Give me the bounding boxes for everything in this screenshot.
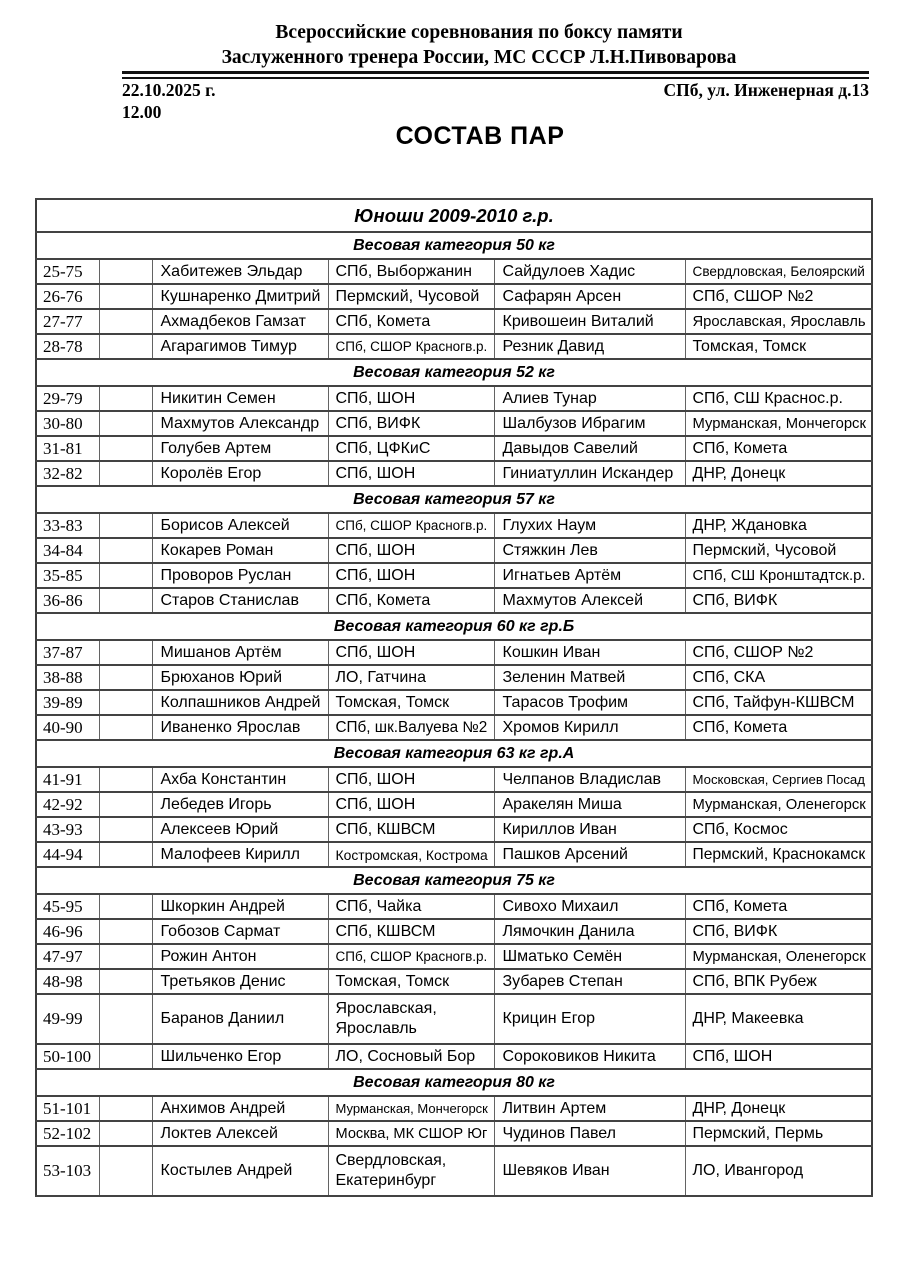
corner-mark-cell xyxy=(99,386,152,411)
pair-number-cell: 32-82 xyxy=(36,461,99,486)
red-boxer-name-cell: Агарагимов Тимур xyxy=(152,334,328,359)
pair-row xyxy=(36,894,872,919)
blue-boxer-team-cell: Мурманская, Оленегорск xyxy=(685,944,872,969)
corner-mark-cell xyxy=(99,1096,152,1121)
red-boxer-name-cell: Иваненко Ярослав xyxy=(152,715,328,740)
weight-category-row xyxy=(36,613,872,640)
blue-boxer-team-cell: СПб, Комета xyxy=(685,715,872,740)
pair-row xyxy=(36,994,872,1044)
blue-boxer-name-cell: Кириллов Иван xyxy=(494,817,685,842)
pair-row xyxy=(36,436,872,461)
weight-category-row xyxy=(36,486,872,513)
red-boxer-team-cell: Костромская, Кострома xyxy=(328,842,494,867)
corner-mark-cell xyxy=(99,1044,152,1069)
pair-row xyxy=(36,513,872,538)
pair-row xyxy=(36,665,872,690)
blue-boxer-name-cell: Кошкин Иван xyxy=(494,640,685,665)
blue-boxer-team-cell: СПб, ШОН xyxy=(685,1044,872,1069)
corner-mark-cell xyxy=(99,538,152,563)
red-boxer-team-cell: СПб, Чайка xyxy=(328,894,494,919)
age-group-row xyxy=(36,199,872,232)
red-boxer-team-cell: СПб, ЦФКиС xyxy=(328,436,494,461)
pair-number-cell: 36-86 xyxy=(36,588,99,613)
red-boxer-team-cell: СПб, Комета xyxy=(328,588,494,613)
corner-mark-cell xyxy=(99,436,152,461)
blue-boxer-name-cell: Лямочкин Данила xyxy=(494,919,685,944)
pair-number-cell: 39-89 xyxy=(36,690,99,715)
pair-number-cell: 49-99 xyxy=(36,994,99,1044)
blue-boxer-name-cell: Игнатьев Артём xyxy=(494,563,685,588)
red-boxer-name-cell: Кокарев Роман xyxy=(152,538,328,563)
blue-boxer-name-cell: Крицин Егор xyxy=(494,994,685,1044)
blue-boxer-name-cell: Шматько Семён xyxy=(494,944,685,969)
red-boxer-name-cell: Баранов Даниил xyxy=(152,994,328,1044)
weight-category-title: Весовая категория 75 кг xyxy=(36,867,872,894)
blue-boxer-name-cell: Чудинов Павел xyxy=(494,1121,685,1146)
weight-category-title: Весовая категория 50 кг xyxy=(36,232,872,259)
blue-boxer-name-cell: Гиниатуллин Искандер xyxy=(494,461,685,486)
red-boxer-team-cell: СПб, Выборжанин xyxy=(328,259,494,284)
red-boxer-team-cell: СПб, КШВСМ xyxy=(328,919,494,944)
red-boxer-team-cell: Томская, Томск xyxy=(328,690,494,715)
red-boxer-team-cell: СПб, ШОН xyxy=(328,792,494,817)
red-boxer-team-cell: Мурманская, Мончегорск xyxy=(328,1096,494,1121)
red-boxer-name-cell: Шильченко Егор xyxy=(152,1044,328,1069)
red-boxer-name-cell: Голубев Артем xyxy=(152,436,328,461)
weight-category-title: Весовая категория 57 кг xyxy=(36,486,872,513)
red-boxer-name-cell: Махмутов Александр xyxy=(152,411,328,436)
red-boxer-name-cell: Гобозов Сармат xyxy=(152,919,328,944)
red-boxer-name-cell: Малофеев Кирилл xyxy=(152,842,328,867)
red-boxer-name-cell: Анхимов Андрей xyxy=(152,1096,328,1121)
corner-mark-cell xyxy=(99,792,152,817)
pair-number-cell: 42-92 xyxy=(36,792,99,817)
pair-row xyxy=(36,1121,872,1146)
weight-category-row xyxy=(36,359,872,386)
blue-boxer-team-cell: Мурманская, Мончегорск xyxy=(685,411,872,436)
corner-mark-cell xyxy=(99,944,152,969)
red-boxer-team-cell: СПб, ШОН xyxy=(328,563,494,588)
corner-mark-cell xyxy=(99,994,152,1044)
corner-mark-cell xyxy=(99,767,152,792)
red-boxer-name-cell: Локтев Алексей xyxy=(152,1121,328,1146)
corner-mark-cell xyxy=(99,894,152,919)
pair-number-cell: 38-88 xyxy=(36,665,99,690)
pair-row xyxy=(36,817,872,842)
pair-number-cell: 27-77 xyxy=(36,309,99,334)
blue-boxer-name-cell: Шевяков Иван xyxy=(494,1146,685,1196)
blue-boxer-name-cell: Стяжкин Лев xyxy=(494,538,685,563)
red-boxer-name-cell: Лебедев Игорь xyxy=(152,792,328,817)
blue-boxer-name-cell: Шалбузов Ибрагим xyxy=(494,411,685,436)
red-boxer-name-cell: Колпашников Андрей xyxy=(152,690,328,715)
pair-number-cell: 41-91 xyxy=(36,767,99,792)
age-group-title: Юноши 2009-2010 г.р. xyxy=(36,199,872,232)
pair-number-cell: 37-87 xyxy=(36,640,99,665)
pair-row xyxy=(36,461,872,486)
red-boxer-name-cell: Кушнаренко Дмитрий xyxy=(152,284,328,309)
pair-row xyxy=(36,715,872,740)
red-boxer-team-cell: Ярославская, Ярославль xyxy=(328,994,494,1044)
event-venue: СПб, ул. Инженерная д.13 xyxy=(663,80,869,100)
red-boxer-name-cell: Старов Станислав xyxy=(152,588,328,613)
blue-boxer-name-cell: Тарасов Трофим xyxy=(494,690,685,715)
pair-row xyxy=(36,640,872,665)
blue-boxer-team-cell: Ярославская, Ярославль xyxy=(685,309,872,334)
pair-number-cell: 25-75 xyxy=(36,259,99,284)
pair-row xyxy=(36,792,872,817)
red-boxer-name-cell: Ахмадбеков Гамзат xyxy=(152,309,328,334)
pair-number-cell: 26-76 xyxy=(36,284,99,309)
red-boxer-name-cell: Третьяков Денис xyxy=(152,969,328,994)
pair-row xyxy=(36,1146,872,1196)
red-boxer-name-cell: Алексеев Юрий xyxy=(152,817,328,842)
corner-mark-cell xyxy=(99,842,152,867)
pair-row xyxy=(36,944,872,969)
pair-number-cell: 40-90 xyxy=(36,715,99,740)
event-time: 12.00 xyxy=(122,102,162,122)
blue-boxer-team-cell: ДНР, Донецк xyxy=(685,1096,872,1121)
pair-number-cell: 44-94 xyxy=(36,842,99,867)
red-boxer-team-cell: ЛО, Гатчина xyxy=(328,665,494,690)
blue-boxer-team-cell: СПб, СШ Кронштадтск.р. xyxy=(685,563,872,588)
red-boxer-team-cell: СПб, ШОН xyxy=(328,461,494,486)
red-boxer-team-cell: СПб, ШОН xyxy=(328,640,494,665)
blue-boxer-team-cell: ДНР, Донецк xyxy=(685,461,872,486)
corner-mark-cell xyxy=(99,563,152,588)
red-boxer-team-cell: СПб, СШОР Красногв.р. xyxy=(328,944,494,969)
red-boxer-name-cell: Ахба Константин xyxy=(152,767,328,792)
red-boxer-team-cell: Москва, МК СШОР Юг xyxy=(328,1121,494,1146)
red-boxer-name-cell: Хабитежев Эльдар xyxy=(152,259,328,284)
blue-boxer-team-cell: СПб, Комета xyxy=(685,436,872,461)
pair-number-cell: 52-102 xyxy=(36,1121,99,1146)
red-boxer-team-cell: СПб, Комета xyxy=(328,309,494,334)
red-boxer-team-cell: Томская, Томск xyxy=(328,969,494,994)
red-boxer-team-cell: СПб, СШОР Красногв.р. xyxy=(328,513,494,538)
blue-boxer-team-cell: СПб, Космос xyxy=(685,817,872,842)
red-boxer-team-cell: Свердловская, Екатеринбург xyxy=(328,1146,494,1196)
pair-row xyxy=(36,411,872,436)
pair-row xyxy=(36,309,872,334)
pair-row xyxy=(36,842,872,867)
red-boxer-name-cell: Никитин Семен xyxy=(152,386,328,411)
event-meta xyxy=(122,80,869,123)
red-boxer-team-cell: СПб, ШОН xyxy=(328,767,494,792)
blue-boxer-name-cell: Алиев Тунар xyxy=(494,386,685,411)
red-boxer-name-cell: Шкоркин Андрей xyxy=(152,894,328,919)
blue-boxer-team-cell: СПб, Комета xyxy=(685,894,872,919)
weight-category-row xyxy=(36,232,872,259)
pairs-table-body xyxy=(36,199,872,1196)
blue-boxer-team-cell: СПб, ВПК Рубеж xyxy=(685,969,872,994)
corner-mark-cell xyxy=(99,715,152,740)
pair-number-cell: 48-98 xyxy=(36,969,99,994)
pair-row xyxy=(36,563,872,588)
blue-boxer-name-cell: Пашков Арсений xyxy=(494,842,685,867)
competition-title xyxy=(90,20,868,70)
corner-mark-cell xyxy=(99,411,152,436)
blue-boxer-team-cell: СПб, СШОР №2 xyxy=(685,284,872,309)
pair-number-cell: 29-79 xyxy=(36,386,99,411)
blue-boxer-name-cell: Глухих Наум xyxy=(494,513,685,538)
pairs-table-container xyxy=(35,198,871,1197)
blue-boxer-name-cell: Резник Давид xyxy=(494,334,685,359)
weight-category-row xyxy=(36,867,872,894)
red-boxer-name-cell: Борисов Алексей xyxy=(152,513,328,538)
blue-boxer-name-cell: Махмутов Алексей xyxy=(494,588,685,613)
corner-mark-cell xyxy=(99,588,152,613)
blue-boxer-team-cell: СПб, Тайфун-КШВСМ xyxy=(685,690,872,715)
pair-row xyxy=(36,767,872,792)
event-date: 22.10.2025 г. xyxy=(122,80,216,100)
blue-boxer-team-cell: СПб, СКА xyxy=(685,665,872,690)
pair-row xyxy=(36,538,872,563)
pair-row xyxy=(36,386,872,411)
weight-category-title: Весовая категория 63 кг гр.А xyxy=(36,740,872,767)
blue-boxer-name-cell: Зубарев Степан xyxy=(494,969,685,994)
blue-boxer-name-cell: Давыдов Савелий xyxy=(494,436,685,461)
blue-boxer-team-cell: ДНР, Макеевка xyxy=(685,994,872,1044)
blue-boxer-team-cell: СПб, СШОР №2 xyxy=(685,640,872,665)
blue-boxer-team-cell: Томская, Томск xyxy=(685,334,872,359)
pair-number-cell: 47-97 xyxy=(36,944,99,969)
blue-boxer-name-cell: Сороковиков Никита xyxy=(494,1044,685,1069)
blue-boxer-name-cell: Сайдулоев Хадис xyxy=(494,259,685,284)
red-boxer-team-cell: СПб, ШОН xyxy=(328,386,494,411)
pair-number-cell: 31-81 xyxy=(36,436,99,461)
corner-mark-cell xyxy=(99,513,152,538)
corner-mark-cell xyxy=(99,640,152,665)
red-boxer-name-cell: Костылев Андрей xyxy=(152,1146,328,1196)
pair-row xyxy=(36,1044,872,1069)
pair-number-cell: 53-103 xyxy=(36,1146,99,1196)
red-boxer-team-cell: СПб, шк.Валуева №2 xyxy=(328,715,494,740)
pair-number-cell: 33-83 xyxy=(36,513,99,538)
blue-boxer-team-cell: Мурманская, Оленегорск xyxy=(685,792,872,817)
pair-row xyxy=(36,919,872,944)
blue-boxer-team-cell: Пермский, Краснокамск xyxy=(685,842,872,867)
pair-row xyxy=(36,1096,872,1121)
corner-mark-cell xyxy=(99,919,152,944)
pair-number-cell: 43-93 xyxy=(36,817,99,842)
red-boxer-team-cell: Пермский, Чусовой xyxy=(328,284,494,309)
pair-row xyxy=(36,284,872,309)
blue-boxer-name-cell: Сивохо Михаил xyxy=(494,894,685,919)
red-boxer-name-cell: Проворов Руслан xyxy=(152,563,328,588)
pair-row xyxy=(36,969,872,994)
pair-row xyxy=(36,588,872,613)
corner-mark-cell xyxy=(99,817,152,842)
pair-number-cell: 30-80 xyxy=(36,411,99,436)
corner-mark-cell xyxy=(99,309,152,334)
blue-boxer-team-cell: ДНР, Ждановка xyxy=(685,513,872,538)
red-boxer-team-cell: СПб, ШОН xyxy=(328,538,494,563)
pair-number-cell: 35-85 xyxy=(36,563,99,588)
corner-mark-cell xyxy=(99,1121,152,1146)
red-boxer-team-cell: СПб, ВИФК xyxy=(328,411,494,436)
red-boxer-team-cell: ЛО, Сосновый Бор xyxy=(328,1044,494,1069)
blue-boxer-team-cell: Пермский, Пермь xyxy=(685,1121,872,1146)
weight-category-title: Весовая категория 80 кг xyxy=(36,1069,872,1096)
red-boxer-team-cell: СПб, КШВСМ xyxy=(328,817,494,842)
blue-boxer-name-cell: Аракелян Миша xyxy=(494,792,685,817)
blue-boxer-team-cell: СПб, ВИФК xyxy=(685,919,872,944)
blue-boxer-name-cell: Зеленин Матвей xyxy=(494,665,685,690)
competition-title-line2: Заслуженного тренера России, МС СССР Л.Н.Пивоварова xyxy=(221,47,737,68)
pair-number-cell: 34-84 xyxy=(36,538,99,563)
double-rule-divider xyxy=(122,71,869,79)
weight-category-title: Весовая категория 60 кг гр.Б xyxy=(36,613,872,640)
blue-boxer-name-cell: Челпанов Владислав xyxy=(494,767,685,792)
red-boxer-name-cell: Брюханов Юрий xyxy=(152,665,328,690)
pair-number-cell: 51-101 xyxy=(36,1096,99,1121)
page-title: СОСТАВ ПАР xyxy=(395,122,565,150)
blue-boxer-team-cell: Свердловская, Белоярский xyxy=(685,259,872,284)
pair-row xyxy=(36,690,872,715)
blue-boxer-team-cell: ЛО, Ивангород xyxy=(685,1146,872,1196)
pair-number-cell: 50-100 xyxy=(36,1044,99,1069)
corner-mark-cell xyxy=(99,665,152,690)
corner-mark-cell xyxy=(99,284,152,309)
corner-mark-cell xyxy=(99,1146,152,1196)
blue-boxer-name-cell: Кривошеин Виталий xyxy=(494,309,685,334)
pair-number-cell: 46-96 xyxy=(36,919,99,944)
corner-mark-cell xyxy=(99,461,152,486)
red-boxer-name-cell: Мишанов Артём xyxy=(152,640,328,665)
red-boxer-team-cell: СПб, СШОР Красногв.р. xyxy=(328,334,494,359)
blue-boxer-team-cell: СПб, ВИФК xyxy=(685,588,872,613)
blue-boxer-team-cell: СПб, СШ Краснос.р. xyxy=(685,386,872,411)
blue-boxer-name-cell: Сафарян Арсен xyxy=(494,284,685,309)
pair-number-cell: 28-78 xyxy=(36,334,99,359)
blue-boxer-team-cell: Московская, Сергиев Посад xyxy=(685,767,872,792)
blue-boxer-name-cell: Хромов Кирилл xyxy=(494,715,685,740)
pair-row xyxy=(36,259,872,284)
red-boxer-name-cell: Королёв Егор xyxy=(152,461,328,486)
pair-number-cell: 45-95 xyxy=(36,894,99,919)
blue-boxer-team-cell: Пермский, Чусовой xyxy=(685,538,872,563)
blue-boxer-name-cell: Литвин Артем xyxy=(494,1096,685,1121)
pair-row xyxy=(36,334,872,359)
corner-mark-cell xyxy=(99,690,152,715)
corner-mark-cell xyxy=(99,259,152,284)
corner-mark-cell xyxy=(99,969,152,994)
competition-title-line1: Всероссийские соревнования по боксу памяти xyxy=(275,22,683,43)
corner-mark-cell xyxy=(99,334,152,359)
pairs-table xyxy=(35,198,873,1197)
weight-category-row xyxy=(36,740,872,767)
weight-category-title: Весовая категория 52 кг xyxy=(36,359,872,386)
weight-category-row xyxy=(36,1069,872,1096)
red-boxer-name-cell: Рожин Антон xyxy=(152,944,328,969)
